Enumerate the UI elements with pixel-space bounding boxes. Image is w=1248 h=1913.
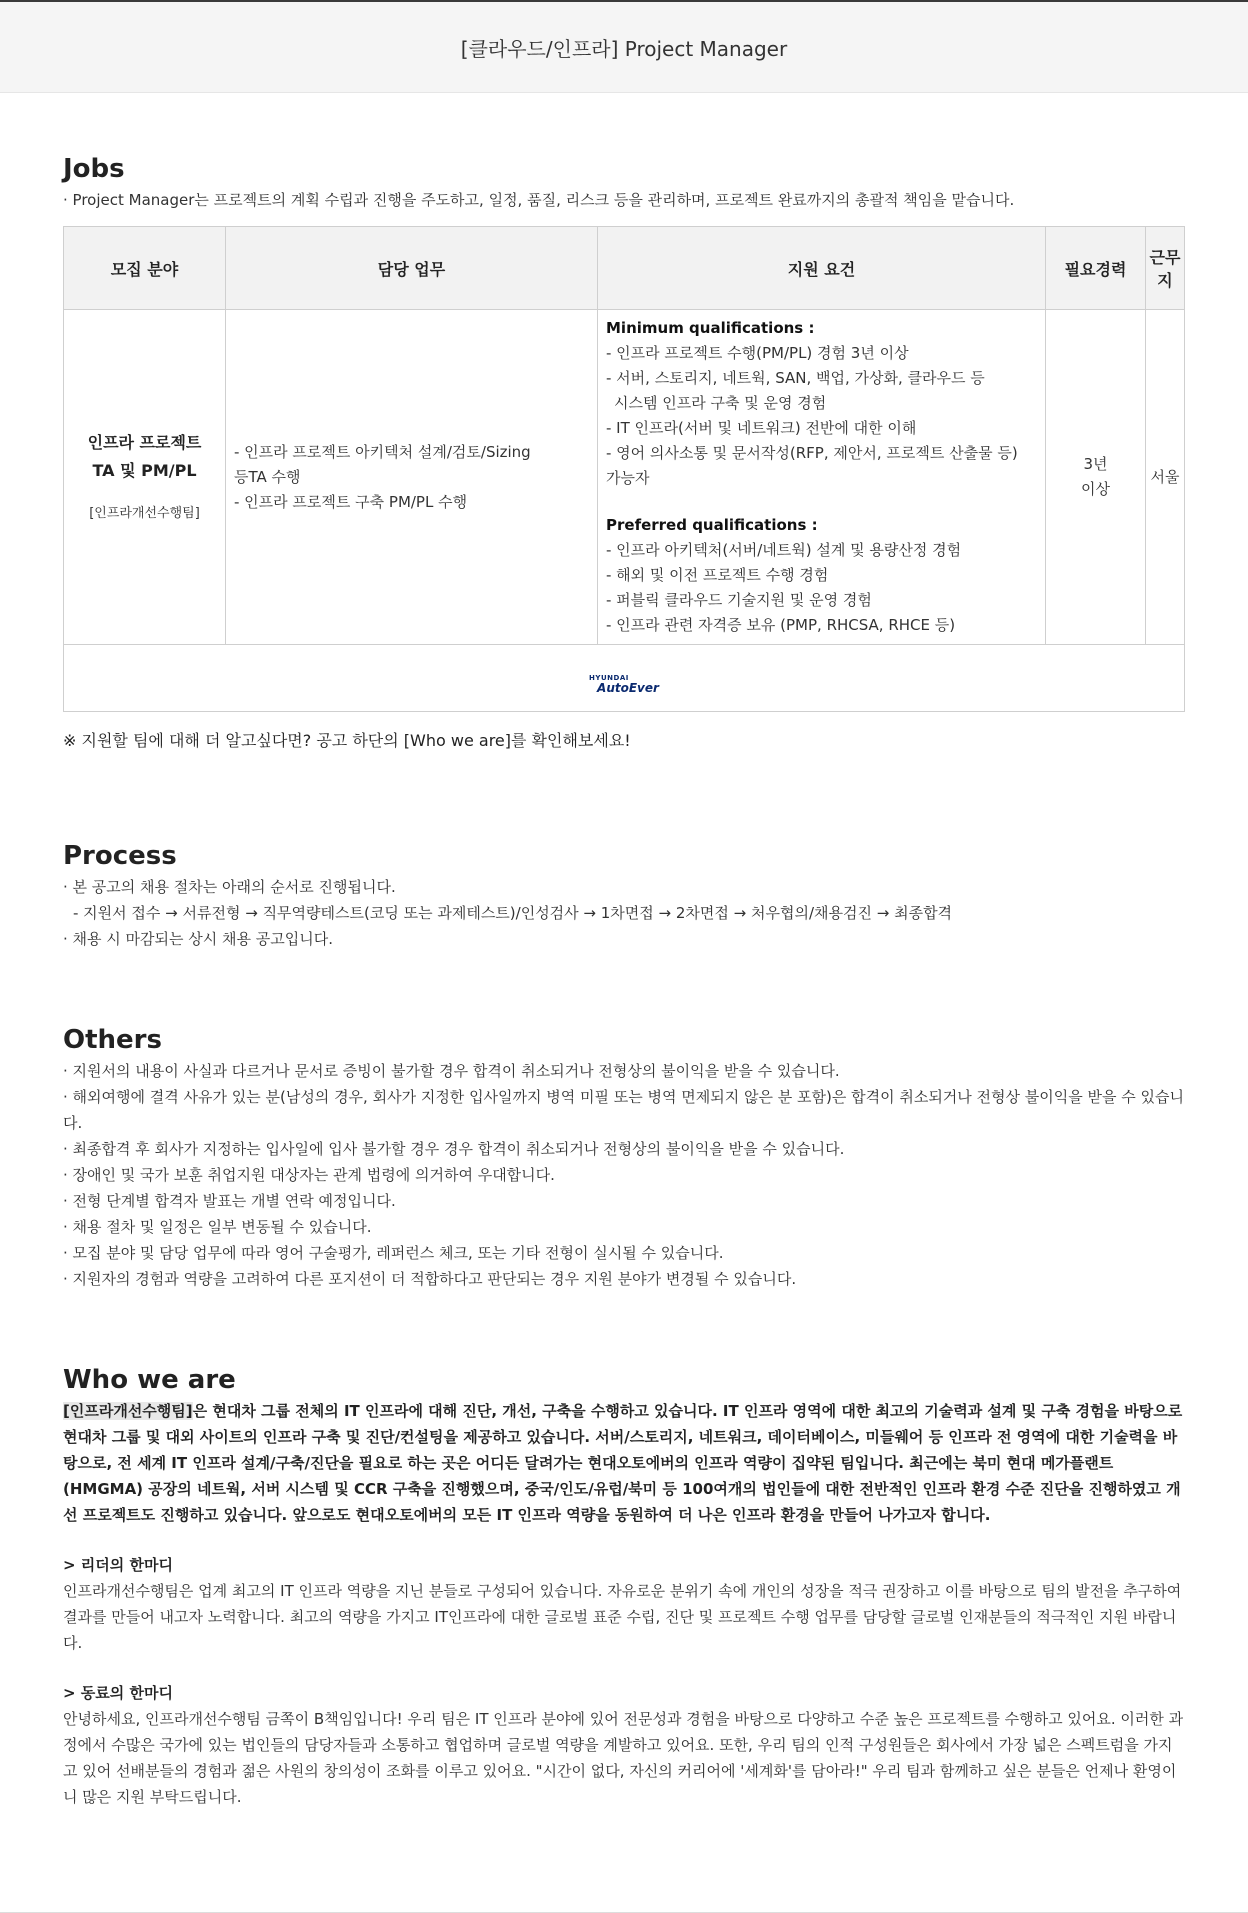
process-heading: Process	[63, 841, 177, 871]
peer-heading: > 동료의 한마디	[63, 1684, 173, 1702]
header-bar	[0, 2, 1248, 93]
process-section	[63, 838, 1185, 952]
header-career: 필요경력	[1046, 227, 1146, 310]
duty-item: - 인프라 프로젝트 구축 PM/PL 수행	[234, 492, 468, 511]
others-section	[63, 1022, 1185, 1292]
who-intro	[63, 1398, 1185, 1528]
field-title-line1: 인프라 프로젝트	[87, 432, 202, 452]
process-steps: - 지원서 접수 → 서류전형 → 직무역량테스트(코딩 또는 과제테스트)/인성검사 → 1차면접 → 2차면접 → 처우협의/채용검진 → 최종합격	[73, 904, 953, 922]
pref-qualification-item: - 해외 및 이전 프로젝트 수행 경험	[606, 566, 829, 584]
min-qualification-item: - IT 인프라(서버 및 네트워크) 전반에 대한 이해	[606, 419, 917, 437]
duty-item: 등TA 수행	[234, 467, 301, 486]
team-tag: [인프라개선수행팀]	[89, 505, 200, 521]
jobs-intro: · Project Manager는 프로젝트의 계획 수립과 진행을 주도하고, 일정, 품질, 리스크 등을 관리하며, 프로젝트 완료까지의 총괄적 책임을 맡습니다.	[63, 191, 1015, 209]
duty-item: - 인프라 프로젝트 아키텍처 설계/검토/Sizing	[234, 442, 531, 461]
team-info-note: ※ 지원할 팀에 대해 더 알고싶다면? 공고 하단의 [Who we are]를 확인해보세요!	[63, 731, 631, 750]
table-row	[64, 310, 1185, 645]
others-item: · 모집 분야 및 담당 업무에 따라 영어 구술평가, 레퍼런스 체크, 또는 기타 전형이 실시될 수 있습니다.	[63, 1244, 724, 1262]
process-line: · 채용 시 마감되는 상시 채용 공고입니다.	[63, 930, 333, 948]
logo-main-text: AutoEver	[597, 680, 659, 695]
header-requirements: 지원 요건	[598, 227, 1046, 310]
pref-qualification-item: - 인프라 관련 자격증 보유 (PMP, RHCSA, RHCE 등)	[606, 616, 956, 634]
logo-top-text: HYUNDAI	[589, 673, 629, 682]
who-intro-text: 은 현대차 그룹 전체의 IT 인프라에 대해 진단, 개선, 구축을 수행하고 있습니다. IT 인프라 영역에 대한 최고의 기술력과 설계 및 구축 경험을 바탕으로 현대차 그룹 및 대외 사이트의 인프라 구축 및 진단/컨설팅을 제공하고 있습니다. 서버/스토리지, 네트워크, 데이터베이스, 미들웨어 등 인프라 전 영역에 대한 기술력을 바탕으로, 전 세계 IT 인프라 설계/구축/진단을 필요로 하는 곳은 어디든 달려가는 현대오토에버의 인프라 역량이 집약된 팀입니다. 최근에는 북미 현대 메가플랜트 (HMGMA) 공장의 네트웍, 서버 시스템 및 CCR 구축을 진행했으며, 중국/인도/유럽/북미 등 100여개의 법인들에 대한 전반적인 인프라 환경 수준 진단을 진행하였고 개선 프로젝트도 진행하고 있습니다. 앞으로도 현대오토에버의 모든 IT 인프라 역량을 동원하여 더 나은 인프라 환경을 만들어 나가고자 합니다.	[63, 1402, 1183, 1524]
logo-cell	[64, 645, 1185, 712]
min-qualification-item: 시스템 인프라 구축 및 운영 경험	[614, 394, 827, 412]
logo-row	[64, 645, 1185, 712]
pref-qualifications-title: Preferred qualifications :	[606, 516, 818, 534]
min-qualification-item: - 인프라 프로젝트 수행(PM/PL) 경험 3년 이상	[606, 344, 909, 362]
header-duties: 담당 업무	[226, 227, 598, 310]
field-cell	[64, 310, 226, 645]
others-item: · 전형 단계별 합격자 발표는 개별 연락 예정입니다.	[63, 1192, 396, 1210]
location-cell: 서울	[1146, 310, 1185, 645]
header-location: 근무지	[1146, 227, 1185, 310]
process-line: · 본 공고의 채용 절차는 아래의 순서로 진행됩니다.	[63, 878, 396, 896]
jobs-table	[63, 226, 1185, 712]
min-qualification-item: 가능자	[606, 469, 650, 487]
leader-text: 인프라개선수행팀은 업계 최고의 IT 인프라 역량을 지닌 분들로 구성되어 있습니다. 자유로운 분위기 속에 개인의 성장을 적극 권장하고 이를 바탕으로 팀의 발전을 추구하여 결과를 만들어 내고자 노력합니다. 최고의 역량을 가지고 IT인프라에 대한 글로벌 표준 수립, 진단 및 프로젝트 수행 업무를 담당할 글로벌 인재분들의 적극적인 지원 바랍니다.	[63, 1582, 1182, 1652]
others-item: · 채용 절차 및 일정은 일부 변동될 수 있습니다.	[63, 1218, 372, 1236]
main-content	[0, 151, 1248, 1810]
min-qualifications-title: Minimum qualifications :	[606, 319, 815, 337]
who-heading: Who we are	[63, 1365, 236, 1395]
others-item: · 최종합격 후 회사가 지정하는 입사일에 입사 불가할 경우 경우 합격이 취소되거나 전형상의 불이익을 받을 수 있습니다.	[63, 1140, 845, 1158]
jobs-heading: Jobs	[63, 154, 125, 184]
career-line1: 3년	[1083, 455, 1108, 473]
min-qualification-item: - 서버, 스토리지, 네트웍, SAN, 백업, 가상화, 클라우드 등	[606, 369, 985, 387]
others-item: · 지원자의 경험과 역량을 고려하여 다른 포지션이 더 적합하다고 판단되는 경우 지원 분야가 변경될 수 있습니다.	[63, 1270, 797, 1288]
others-item: · 장애인 및 국가 보훈 취업지원 대상자는 관계 법령에 의거하여 우대합니다.	[63, 1166, 555, 1184]
jobs-section	[63, 151, 1185, 754]
hyundai-autoever-logo	[589, 675, 659, 694]
min-qualification-item: - 영어 의사소통 및 문서작성(RFP, 제안서, 프로젝트 산출물 등)	[606, 444, 1018, 462]
peer-text: 안녕하세요, 인프라개선수행팀 금쪽이 B책임입니다! 우리 팀은 IT 인프라 분야에 있어 전문성과 경험을 바탕으로 다양하고 수준 높은 프로젝트를 수행하고 있어요. 이러한 과정에서 수많은 국가에 있는 법인들의 담당자들과 소통하고 협업하며 글로벌 역량을 계발하고 있어요. 또한, 우리 팀의 인적 구성원들은 회사에서 가장 넓은 스펙트럼을 가지고 있어 선배분들의 경험과 젊은 사원의 창의성이 조화를 이루고 있어요. "시간이 없다, 자신의 커리어에 '세계화'를 담아라!" 우리 팀과 함께하고 싶은 분들은 언제나 환영이니 많은 지원 부탁드립니다.	[63, 1710, 1184, 1806]
pref-qualification-item: - 퍼블릭 클라우드 기술지원 및 운영 경험	[606, 591, 872, 609]
career-cell	[1046, 310, 1146, 645]
spacer	[606, 491, 1037, 513]
requirements-cell	[598, 310, 1046, 645]
table-header-row	[64, 227, 1185, 310]
others-item: · 해외여행에 결격 사유가 있는 분(남성의 경우, 회사가 지정한 입사일까지 병역 미필 또는 병역 면제되지 않은 분 포함)은 합격이 취소되거나 전형상 불이익을 받을 수 있습니다.	[63, 1088, 1185, 1132]
others-heading: Others	[63, 1025, 162, 1055]
career-line2: 이상	[1081, 480, 1110, 498]
header-field: 모집 분야	[64, 227, 226, 310]
pref-qualification-item: - 인프라 아키텍처(서버/네트웍) 설계 및 용량산정 경험	[606, 541, 962, 559]
field-title-line2: TA 및 PM/PL	[92, 460, 197, 480]
duties-cell	[226, 310, 598, 645]
page-title: [클라우드/인프라] Project Manager	[460, 36, 788, 61]
team-highlight: [인프라개선수행팀]	[63, 1402, 193, 1420]
others-item: · 지원서의 내용이 사실과 다르거나 문서로 증빙이 불가할 경우 합격이 취소되거나 전형상의 불이익을 받을 수 있습니다.	[63, 1062, 840, 1080]
leader-heading: > 리더의 한마디	[63, 1556, 173, 1574]
who-section	[63, 1362, 1185, 1810]
